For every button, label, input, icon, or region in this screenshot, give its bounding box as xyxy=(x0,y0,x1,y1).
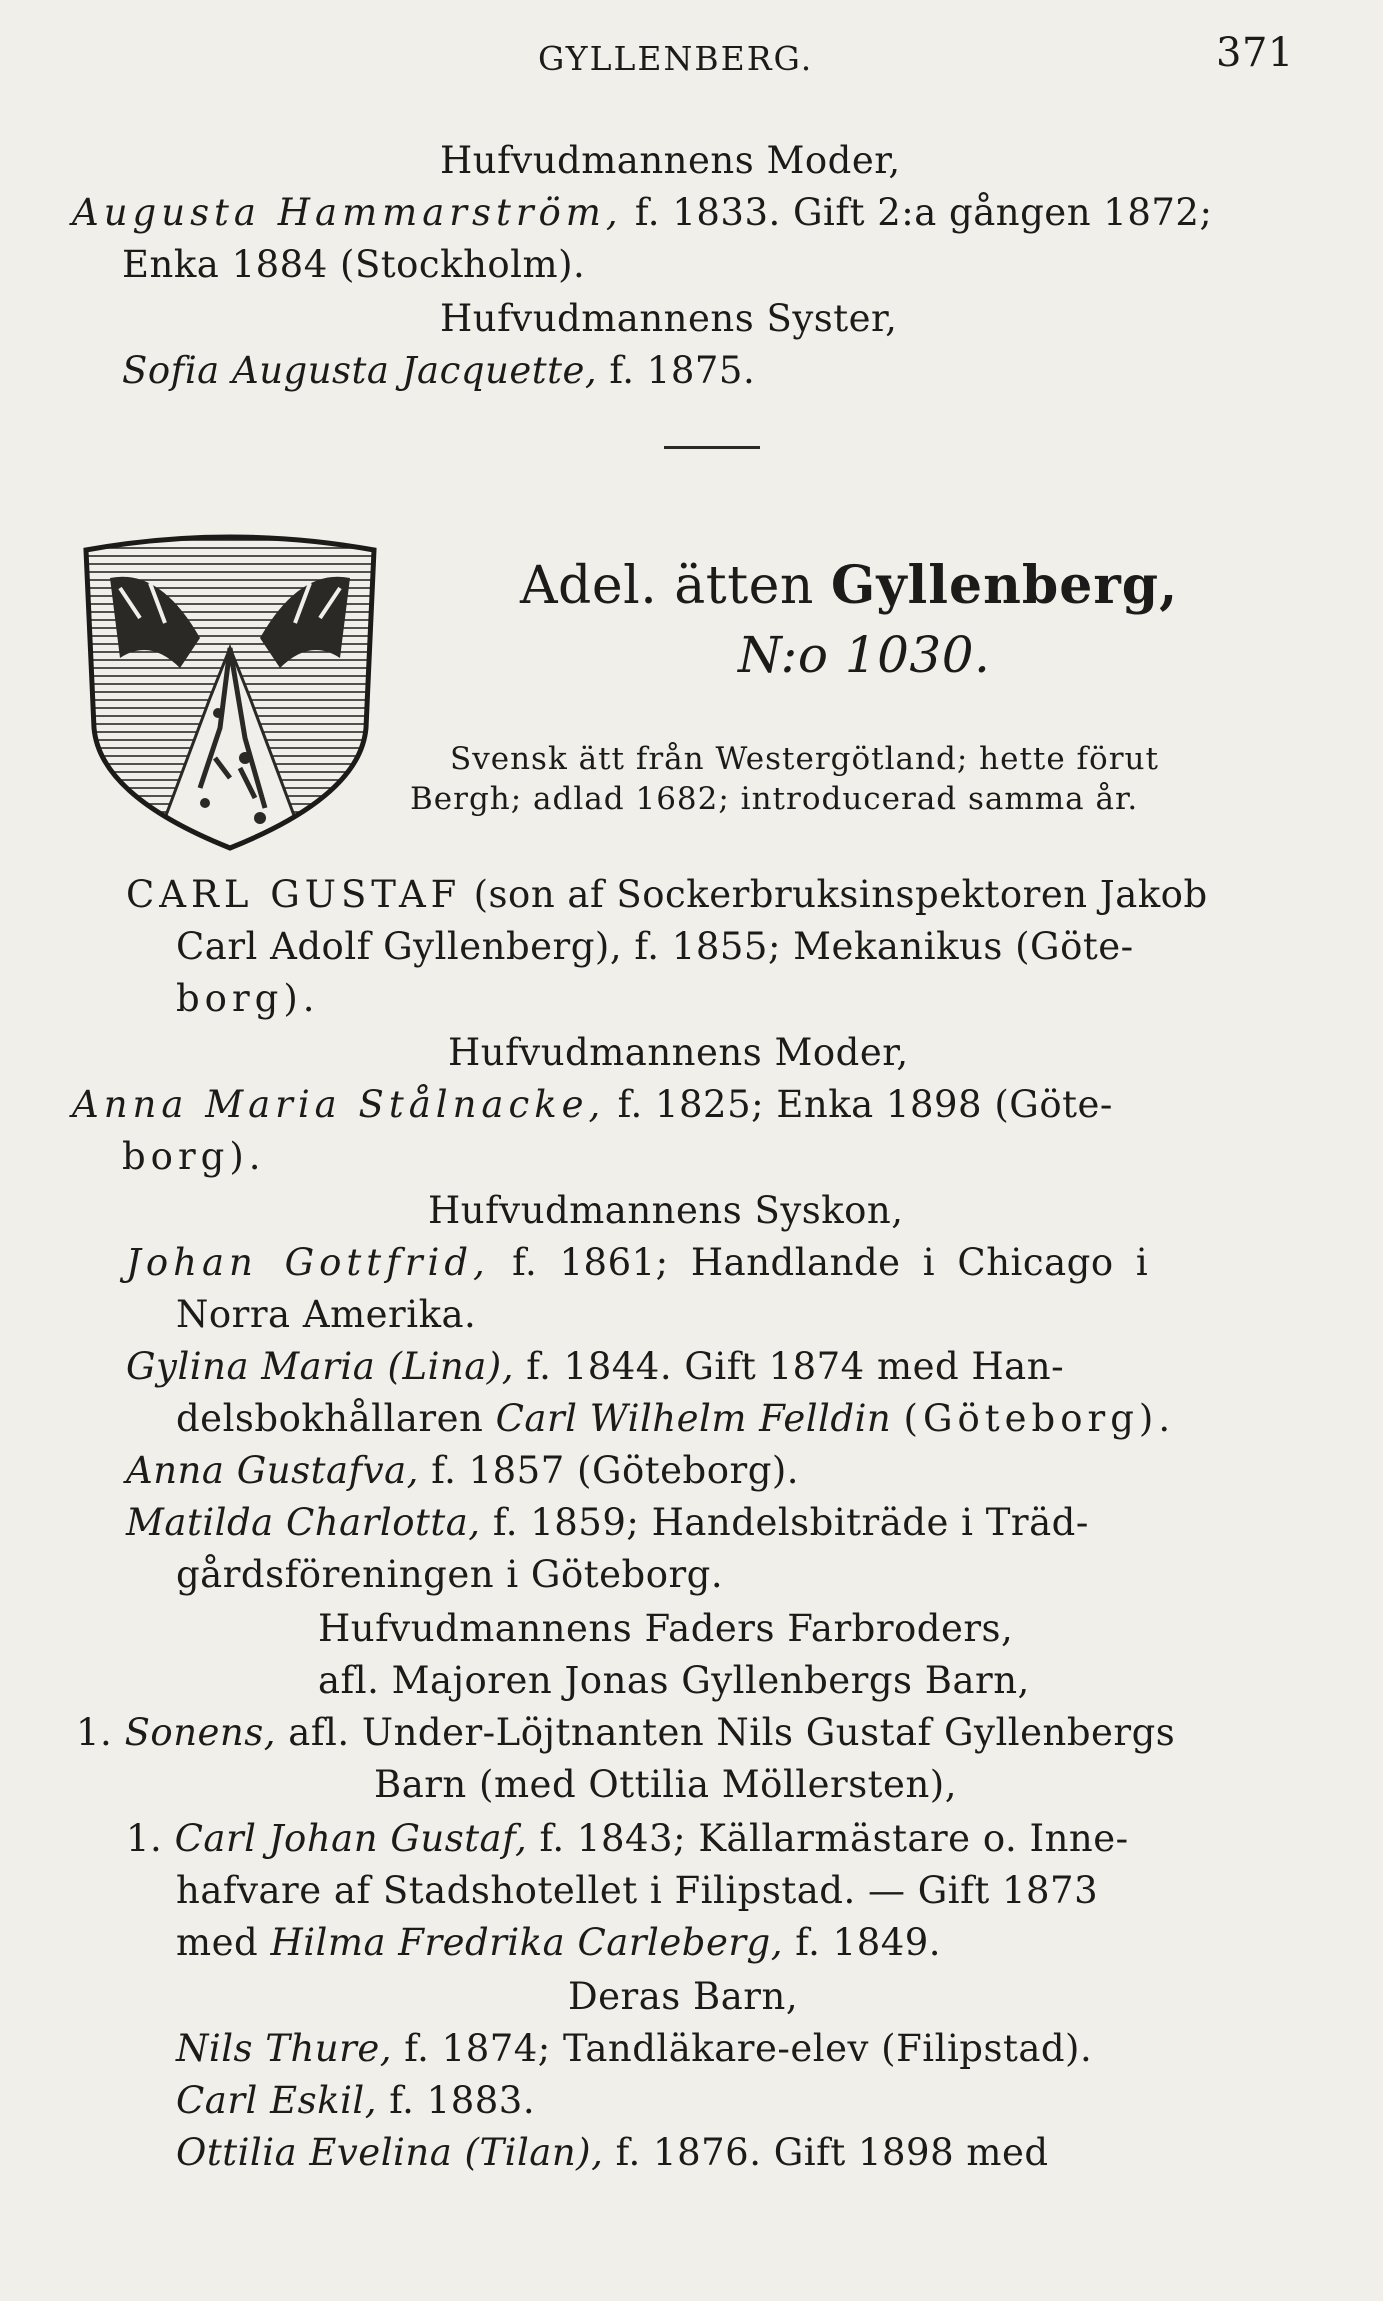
entry-text: f. 1833. Gift 2:a gången 1872; xyxy=(634,191,1213,234)
entry-text: f. 1876. Gift 1898 med xyxy=(615,2131,1049,2174)
entry-text: delsbokhållaren xyxy=(176,1397,484,1440)
entry-line xyxy=(126,1816,1129,1862)
entry-number: 1. xyxy=(76,1711,113,1754)
family-origin-line-2: Bergh; adlad 1682; introducerad samma år. xyxy=(410,781,1139,817)
entry-text: f. 1859; Handelsbiträde i Träd- xyxy=(492,1501,1089,1544)
person-name: Nils Thure, xyxy=(176,2027,392,2070)
person-name: Carl Johan Gustaf, xyxy=(174,1817,528,1860)
family-title-name: Gyllenberg, xyxy=(830,555,1179,616)
entry-line xyxy=(72,190,1212,236)
entry-line xyxy=(122,348,755,394)
entry-line: Norra Amerika. xyxy=(176,1293,477,1336)
person-name: Carl Wilhelm Felldin xyxy=(495,1397,892,1440)
running-header-title: GYLLENBERG. xyxy=(538,39,814,78)
entry-text: f. 1861; Handlande i Chicago i xyxy=(512,1241,1149,1284)
entry-line xyxy=(126,872,1208,918)
family-title xyxy=(520,556,1178,616)
entry-line xyxy=(176,1396,1175,1442)
family-number: N:o 1030. xyxy=(738,626,991,684)
entry-line: borg). xyxy=(176,977,320,1020)
heading-children: Deras Barn, xyxy=(568,1975,799,2018)
heading-mother: Hufvudmannens Moder, xyxy=(440,139,901,182)
entry-line xyxy=(126,1240,1148,1286)
entry-text: (son af Sockerbruksinspektoren Jakob xyxy=(473,873,1208,916)
entry-line xyxy=(126,1344,1064,1390)
entry-line: hafvare af Stadshotellet i Filipstad. — Gift 1873 xyxy=(176,1869,1099,1912)
entry-text: f. 1874; Tandläkare-elev (Filipstad). xyxy=(404,2027,1093,2070)
person-name: Carl Eskil, xyxy=(176,2079,377,2122)
entry-line xyxy=(176,2026,1092,2072)
entry-text: f. 1857 (Göteborg). xyxy=(431,1449,800,1492)
heading-relatives: Hufvudmannens Faders Farbroders, xyxy=(318,1607,1014,1650)
head-name: CARL GUSTAF xyxy=(126,873,462,916)
person-name: Sofia Augusta Jacquette, xyxy=(122,349,598,392)
entry-text: afl. Under-Löjtnanten Nils Gustaf Gyllenbergs xyxy=(288,1711,1176,1754)
person-name: Johan Gottfrid, xyxy=(126,1241,490,1284)
family-origin-line-1: Svensk ätt från Westergötland; hette förut xyxy=(450,741,1159,777)
entry-text: f. 1875. xyxy=(609,349,756,392)
entry-line xyxy=(126,1448,799,1494)
entry-line: Barn (med Ottilia Möllersten), xyxy=(374,1763,957,1806)
heading-relatives-sub: afl. Majoren Jonas Gyllenbergs Barn, xyxy=(318,1659,1030,1702)
person-name: Ottilia Evelina (Tilan), xyxy=(176,2131,604,2174)
page-number: 371 xyxy=(1216,30,1294,76)
heading-sister: Hufvudmannens Syster, xyxy=(440,297,898,340)
entry-line: Carl Adolf Gyllenberg), f. 1855; Mekanikus (Göte- xyxy=(176,925,1134,968)
person-name: Sonens, xyxy=(124,1711,277,1754)
entry-line xyxy=(72,1082,1113,1128)
entry-line xyxy=(176,1920,941,1966)
entry-line: borg). xyxy=(122,1135,266,1178)
entry-line xyxy=(126,1500,1089,1546)
entry-text: med xyxy=(176,1921,259,1964)
entry-line xyxy=(176,2078,535,2124)
heading-siblings: Hufvudmannens Syskon, xyxy=(428,1189,904,1232)
family-title-prefix: Adel. ätten xyxy=(520,556,814,616)
person-name: Matilda Charlotta, xyxy=(126,1501,481,1544)
heading-mother: Hufvudmannens Moder, xyxy=(448,1031,909,1074)
coat-of-arms-icon xyxy=(80,528,380,852)
entry-text: f. 1849. xyxy=(795,1921,942,1964)
entry-line: gårdsföreningen i Göteborg. xyxy=(176,1553,724,1596)
entry-line xyxy=(176,2130,1049,2176)
entry-line xyxy=(76,1710,1175,1756)
entry-number: 1. xyxy=(126,1817,163,1860)
entry-line: Enka 1884 (Stockholm). xyxy=(122,243,586,286)
person-name: Anna Maria Stålnacke, xyxy=(72,1083,606,1126)
entry-text: f. 1883. xyxy=(389,2079,536,2122)
person-name: Augusta Hammarström, xyxy=(72,191,623,234)
entry-text: (Göteborg). xyxy=(903,1397,1176,1440)
entry-text: f. 1843; Källarmästare o. Inne- xyxy=(539,1817,1129,1860)
entry-text: f. 1844. Gift 1874 med Han- xyxy=(526,1345,1065,1388)
person-name: Anna Gustafva, xyxy=(126,1449,419,1492)
entry-text: f. 1825; Enka 1898 (Göte- xyxy=(617,1083,1113,1126)
section-divider xyxy=(664,446,760,449)
person-name: Hilma Fredrika Carleberg, xyxy=(270,1921,783,1964)
person-name: Gylina Maria (Lina), xyxy=(126,1345,514,1388)
